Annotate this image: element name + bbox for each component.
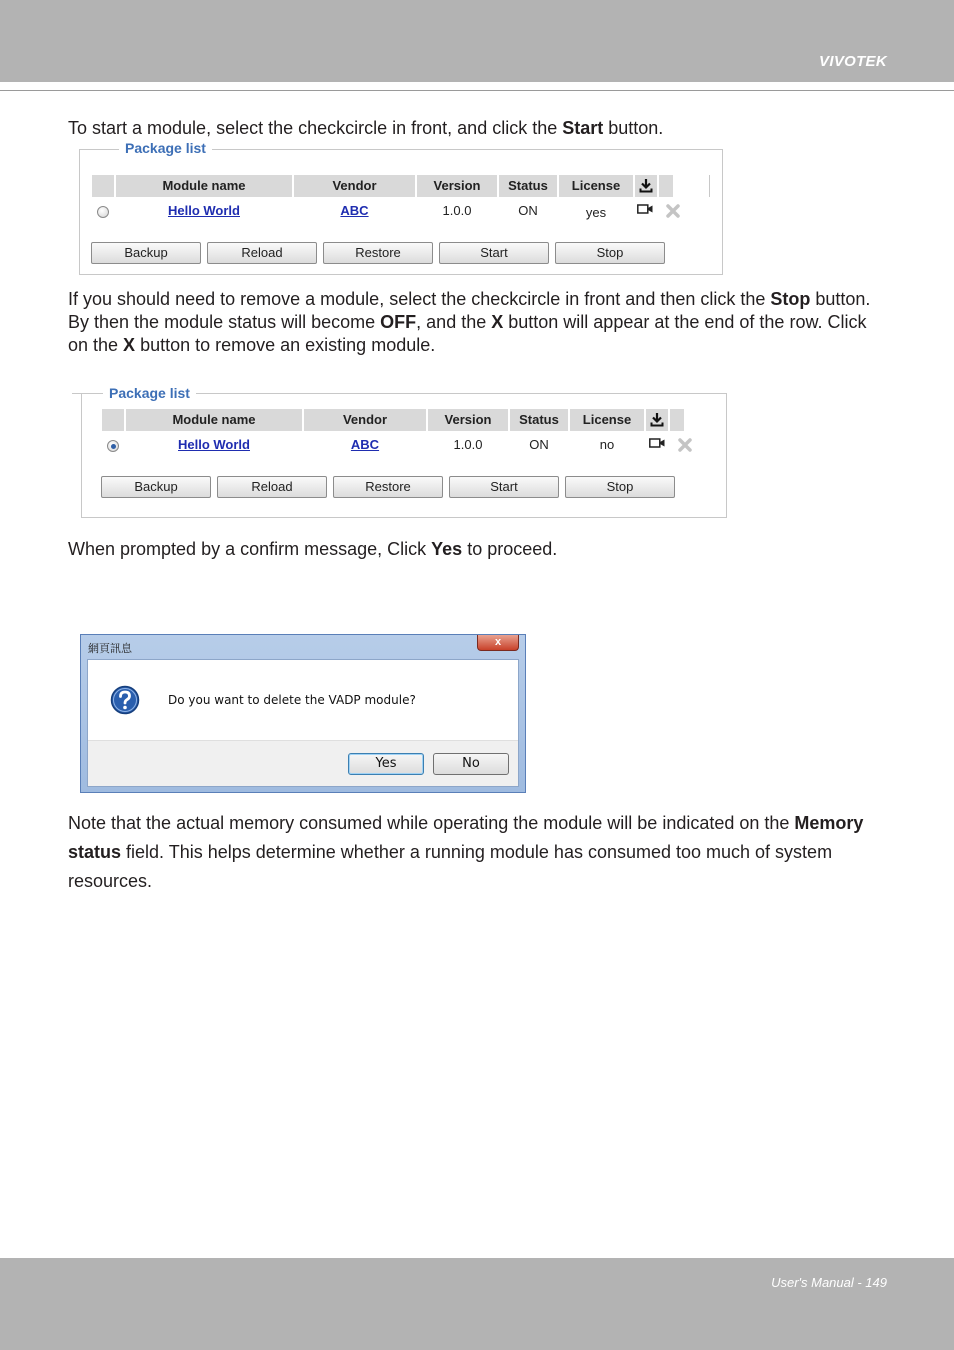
memory-status-note: Note that the actual memory consumed while operating the module will be indicated on the Memory status field. This helps determine whether a running module has consumed too much of system resources. [68,813,864,891]
column-header-version: Version [428,409,508,431]
package-list-panel-2 [72,385,728,519]
column-header-license: License [559,175,633,197]
package-list-legend: Package list [103,385,196,401]
camera-icon[interactable] [649,438,665,448]
module-select-radio[interactable] [107,440,119,452]
start-button[interactable]: Start [449,476,559,498]
dialog-body [87,659,519,787]
license-value: no [599,437,615,452]
column-header-module-name: Module name [116,175,292,197]
reload-button[interactable]: Reload [207,242,317,264]
column-header-vendor: Vendor [294,175,415,197]
confirm-dialog [80,634,526,793]
header-select-cell [92,175,114,197]
status-value: ON [529,437,549,452]
question-icon [110,685,140,715]
restore-button[interactable]: Restore [323,242,433,264]
instruction-remove: If you should need to remove a module, select the checkcircle in front and then click the Stop button. By then the module status will become OFF, and the X button will appear at the end of the row. Click on the X button to remove an existing module. [68,289,871,355]
no-button[interactable]: No [433,753,509,775]
version-value: 1.0.0 [453,437,483,452]
column-header-version: Version [417,175,497,197]
vendor-link[interactable]: ABC [340,203,369,218]
column-header-vendor: Vendor [304,409,426,431]
module-name-link[interactable]: Hello World [168,203,240,218]
yes-button[interactable]: Yes [348,753,424,775]
stop-button[interactable]: Stop [555,242,665,264]
page-number: User's Manual - 149 [771,1275,887,1290]
module-name-link[interactable]: Hello World [178,437,250,452]
camera-icon[interactable] [637,204,653,214]
footer-band [0,1258,954,1350]
backup-button[interactable]: Backup [101,476,211,498]
header-band [0,0,954,82]
stop-button[interactable]: Stop [565,476,675,498]
column-header-status: Status [499,175,557,197]
backup-button[interactable]: Backup [91,242,201,264]
header-extra-cell [659,175,673,197]
dialog-title: 網頁訊息 [88,642,132,655]
vendor-link[interactable]: ABC [350,437,380,452]
column-header-license: License [570,409,644,431]
remove-x-icon-disabled [678,438,692,452]
instruction-start: To start a module, select the checkcircle in front, and click the Start button. [68,118,664,138]
package-list-legend: Package list [119,140,212,156]
header-rule [0,90,954,91]
column-header-download [646,409,668,431]
reload-button[interactable]: Reload [217,476,327,498]
package-list-panel-1 [79,140,724,276]
brand-logo: VIVOTEK [819,53,887,70]
start-button[interactable]: Start [439,242,549,264]
header-extra-cell [670,409,684,431]
instruction-confirm: When prompted by a confirm message, Click Yes to proceed. [68,539,558,559]
dialog-message: Do you want to delete the VADP module? [168,693,416,707]
download-icon[interactable] [650,412,664,427]
status-value: ON [518,203,538,218]
column-header-download [635,175,657,197]
license-value: yes [585,205,607,220]
version-value: 1.0.0 [442,203,472,218]
restore-button[interactable]: Restore [333,476,443,498]
download-icon[interactable] [639,178,653,193]
dialog-close-button[interactable]: x [477,635,519,651]
module-select-radio[interactable] [97,206,109,218]
column-header-status: Status [510,409,568,431]
dialog-footer [88,740,518,786]
header-select-cell [102,409,124,431]
remove-x-icon-disabled [666,204,680,218]
column-header-module-name: Module name [126,409,302,431]
